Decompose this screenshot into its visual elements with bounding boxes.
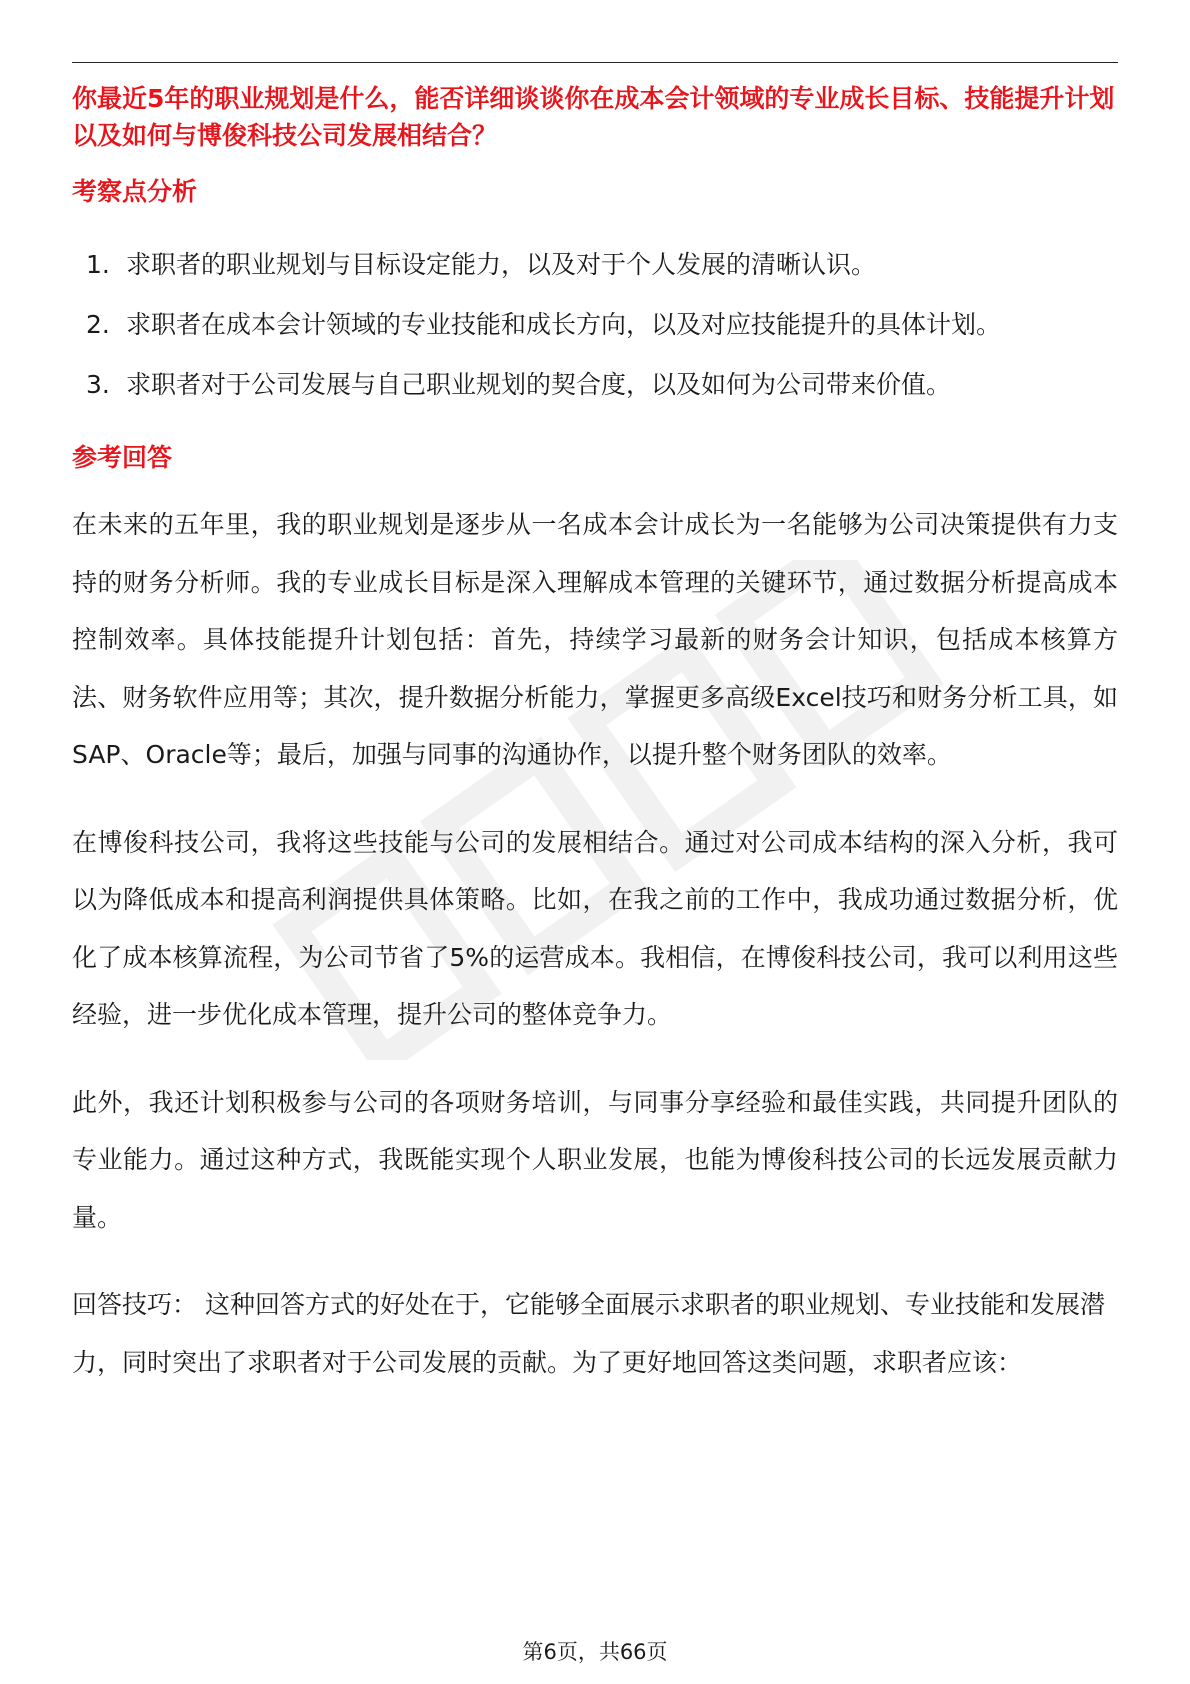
analysis-item-text: 求职者在成本会计领域的专业技能和成长方向，以及对应技能提升的具体计划。 [126, 310, 1002, 339]
analysis-heading: 考察点分析 [72, 177, 198, 206]
analysis-list [72, 236, 1118, 414]
page-footer: 第6页，共66页 [522, 1640, 668, 1664]
analysis-item-text: 求职者的职业规划与目标设定能力，以及对于个人发展的清晰认识。 [126, 250, 877, 279]
list-number: 1. [86, 250, 110, 279]
answer-heading: 参考回答 [72, 443, 173, 472]
answer-paragraph: 在未来的五年里，我的职业规划是逐步从一名成本会计成长为一名能够为公司决策提供有力支持的财务分析师。我的专业成长目标是深入理解成本管理的关键环节，通过数据分析提高成本控制效率。具体技能提升计划包括：首先，持续学习最新的财务会计知识，包括成本核算方法、财务软件应用等；其次，提升数据分析能力，掌握更多高级Excel技巧和财务分析工具，如SAP、Oracle等；最后，加强与同事的沟通协作，以提升整个财务团队的效率。 [72, 510, 1118, 769]
answer-paragraph: 在博俊科技公司，我将这些技能与公司的发展相结合。通过对公司成本结构的深入分析，我可以为降低成本和提高利润提供具体策略。比如，在我之前的工作中，我成功通过数据分析，优化了成本核算流程，为公司节省了5%的运营成本。我相信，在博俊科技公司，我可以利用这些经验，进一步优化成本管理，提升公司的整体竞争力。 [72, 827, 1118, 1029]
answer-paragraph: 此外，我还计划积极参与公司的各项财务培训，与同事分享经验和最佳实践，共同提升团队的专业能力。通过这种方式，我既能实现个人职业发展，也能为博俊科技公司的长远发展贡献力量。 [72, 1087, 1118, 1232]
top-divider [72, 62, 1118, 63]
list-number: 3. [86, 370, 110, 399]
list-number: 2. [86, 310, 110, 339]
analysis-item [72, 236, 1118, 294]
analysis-item [72, 296, 1118, 354]
main-content [72, 80, 1118, 1391]
answer-tips: 回答技巧： 这种回答方式的好处在于，它能够全面展示求职者的职业规划、专业技能和发展潜力，同时突出了求职者对于公司发展的贡献。为了更好地回答这类问题，求职者应该： [72, 1290, 1105, 1377]
question-title: 你最近5年的职业规划是什么，能否详细谈谈你在成本会计领域的专业成长目标、技能提升计划以及如何与博俊科技公司发展相结合？ [72, 84, 1115, 150]
analysis-item [72, 356, 1118, 414]
analysis-item-text: 求职者对于公司发展与自己职业规划的契合度，以及如何为公司带来价值。 [126, 370, 952, 399]
